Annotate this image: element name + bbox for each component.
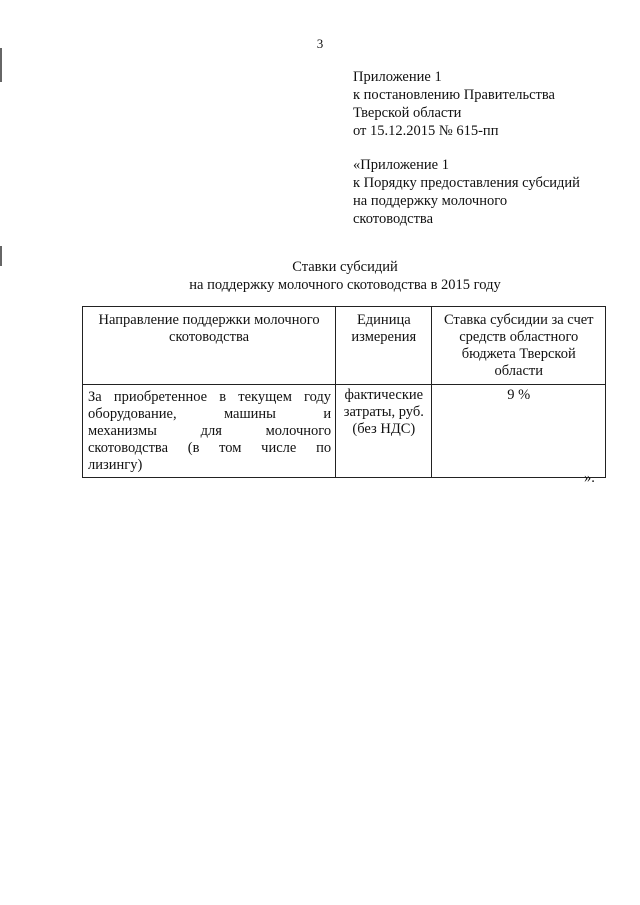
header-unit: Единица измерения bbox=[336, 307, 432, 385]
direction-word: и bbox=[323, 406, 332, 422]
header-rate: Ставка субсидии за счет средств областного бюджета Тверской области bbox=[432, 307, 606, 385]
cell-rate: 9 % bbox=[432, 385, 606, 478]
appendix-line: Тверской области bbox=[353, 105, 462, 121]
direction-line bbox=[88, 389, 331, 406]
appendix-line: от 15.12.2015 № 615-пп bbox=[353, 123, 499, 139]
direction-word: по bbox=[316, 440, 332, 456]
direction-line bbox=[88, 457, 331, 474]
direction-line bbox=[88, 440, 331, 457]
nested-appendix-line: на поддержку молочного bbox=[353, 193, 508, 209]
direction-word: (в bbox=[187, 440, 200, 456]
direction-line bbox=[88, 406, 331, 423]
direction-word: в bbox=[219, 389, 227, 405]
header-direction: Направление поддержки молочного скотоводства bbox=[83, 307, 336, 385]
table-row bbox=[83, 385, 606, 478]
direction-word: числе bbox=[261, 440, 297, 456]
direction-word: для bbox=[200, 423, 222, 439]
direction-word: приобретенное bbox=[113, 389, 208, 405]
nested-appendix-line: «Приложение 1 bbox=[353, 157, 449, 173]
nested-appendix-header bbox=[353, 156, 580, 228]
direction-word: году bbox=[304, 389, 332, 405]
appendix-line: Приложение 1 bbox=[353, 69, 442, 85]
direction-word: текущем bbox=[238, 389, 292, 405]
page-number: 3 bbox=[316, 36, 324, 51]
direction-word: механизмы bbox=[88, 423, 157, 439]
cell-unit: фактические затраты, руб. (без НДС) bbox=[336, 385, 432, 478]
cell-direction bbox=[83, 385, 336, 478]
direction-word: машины bbox=[223, 406, 276, 422]
subsidy-rates-table bbox=[82, 306, 606, 478]
scan-margin-mark bbox=[0, 48, 2, 82]
closing-quote: ». bbox=[584, 470, 595, 486]
nested-appendix-line: скотоводства bbox=[353, 211, 434, 227]
appendix-line: к постановлению Правительства bbox=[353, 87, 555, 103]
direction-word: том bbox=[219, 440, 242, 456]
direction-line bbox=[88, 423, 331, 440]
direction-word: За bbox=[88, 389, 102, 405]
direction-word: оборудование, bbox=[88, 406, 177, 422]
direction-word: скотоводства bbox=[88, 440, 169, 456]
title-line-1: Ставки субсидий bbox=[292, 259, 398, 275]
appendix-header bbox=[353, 68, 555, 140]
title-line-2: на поддержку молочного скотоводства в 2015 году bbox=[189, 277, 501, 293]
direction-word: лизингу) bbox=[88, 457, 143, 473]
direction-word: молочного bbox=[265, 423, 332, 439]
table-header-row bbox=[83, 307, 606, 385]
nested-appendix-line: к Порядку предоставления субсидий bbox=[353, 175, 580, 191]
document-title bbox=[0, 258, 640, 294]
